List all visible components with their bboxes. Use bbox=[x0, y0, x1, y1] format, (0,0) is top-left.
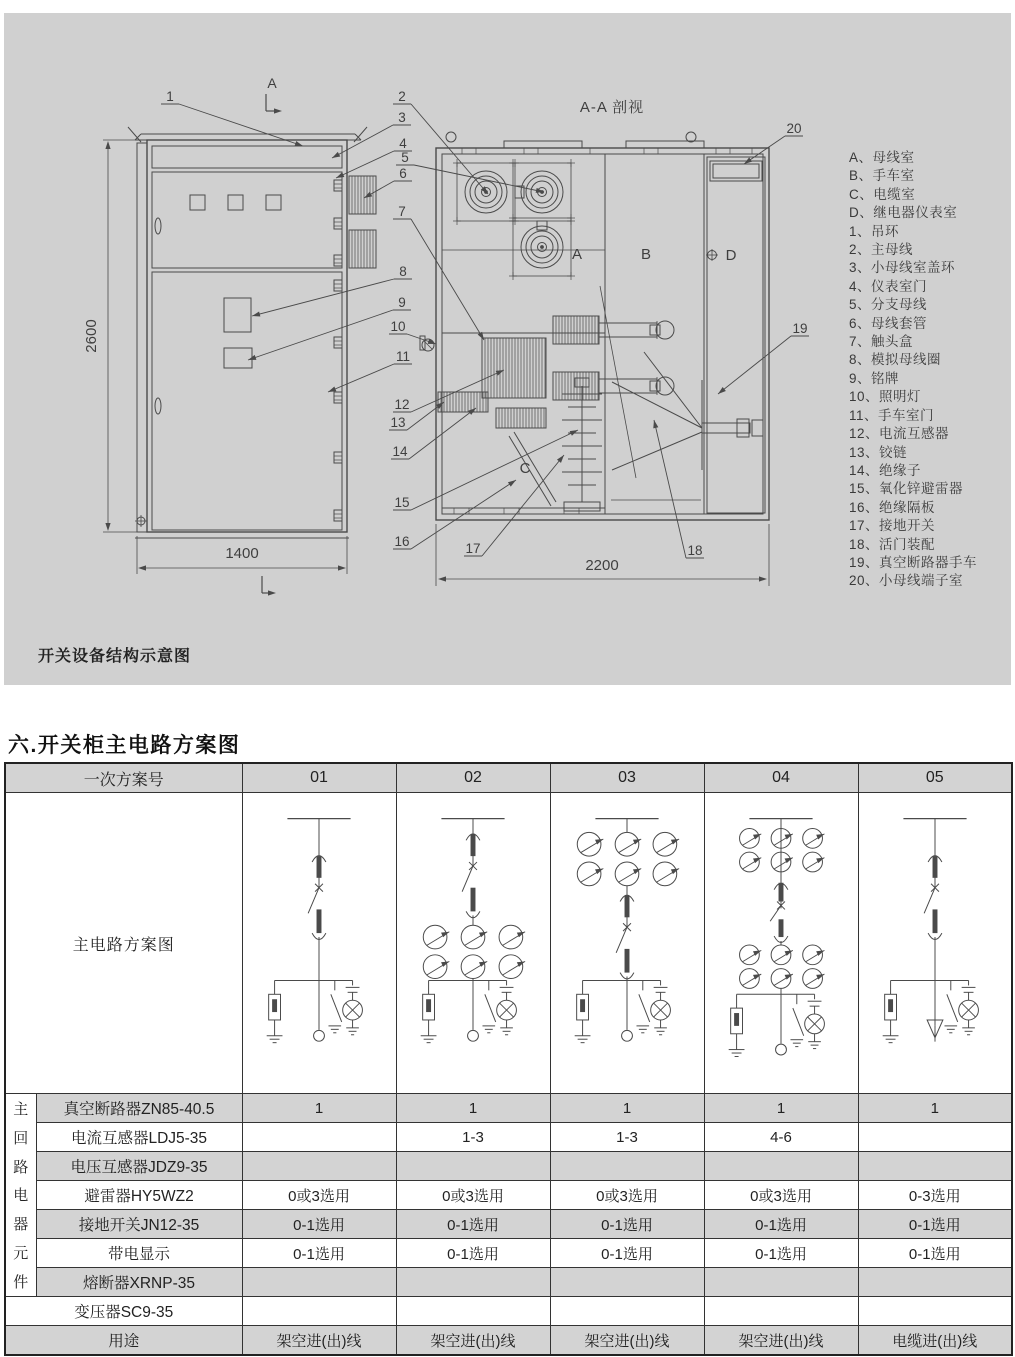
legend-item-11: 8、模拟母线圈 bbox=[849, 352, 942, 368]
value-cell-05: 电缆进(出)线 bbox=[858, 1326, 1012, 1356]
column-header-01: 01 bbox=[242, 763, 396, 793]
component-row bbox=[5, 1181, 1012, 1210]
svg-text:2: 2 bbox=[398, 89, 406, 104]
legend-item-19: 16、绝缘隔板 bbox=[849, 499, 936, 515]
legend-item-10: 7、触头盒 bbox=[849, 334, 914, 350]
section-view bbox=[420, 99, 769, 520]
callout-7 bbox=[393, 204, 486, 341]
primary-scheme-no-header: 一次方案号 bbox=[5, 763, 242, 793]
callout-9 bbox=[247, 295, 411, 362]
value-cell-01: 架空进(出)线 bbox=[242, 1326, 396, 1356]
value-cell-04: 4-6 bbox=[704, 1123, 858, 1152]
legend-item-6: 3、小母线室盖环 bbox=[849, 260, 956, 276]
column-header-02: 02 bbox=[396, 763, 550, 793]
component-name: 真空断路器ZN85-40.5 bbox=[36, 1094, 242, 1123]
scheme-circuit-05 bbox=[882, 819, 978, 1043]
scheme-diagram-cell-03 bbox=[550, 793, 704, 1094]
section-cut-marker bbox=[262, 75, 282, 596]
scheme-circuit-02 bbox=[421, 819, 526, 1043]
component-name: 电流互感器LDJ5-35 bbox=[36, 1123, 242, 1152]
legend-item-16: 13、铰链 bbox=[849, 444, 908, 460]
svg-text:B: B bbox=[640, 246, 652, 263]
value-cell-01 bbox=[242, 1297, 396, 1326]
value-cell-03: 0-1选用 bbox=[550, 1210, 704, 1239]
value-cell-02: 1-3 bbox=[396, 1123, 550, 1152]
svg-text:D: D bbox=[725, 247, 737, 264]
value-cell-02 bbox=[396, 1152, 550, 1181]
scheme-diagram-cell-01 bbox=[242, 793, 396, 1094]
callout-2 bbox=[393, 89, 490, 196]
value-cell-02 bbox=[396, 1297, 550, 1326]
component-name: 用途 bbox=[5, 1326, 242, 1356]
value-cell-02 bbox=[396, 1268, 550, 1297]
column-header-03: 03 bbox=[550, 763, 704, 793]
scheme-02-single-line-diagram bbox=[397, 793, 549, 1089]
component-name: 电压互感器JDZ9-35 bbox=[36, 1152, 242, 1181]
svg-text:10: 10 bbox=[390, 319, 406, 334]
scheme-circuit-01 bbox=[267, 819, 363, 1043]
svg-text:19: 19 bbox=[792, 321, 808, 336]
value-cell-01: 0-1选用 bbox=[242, 1239, 396, 1268]
legend-item-0: A、母线室 bbox=[849, 150, 915, 165]
component-group-label-text: 主 回 路 电 器 元 件 bbox=[13, 1100, 29, 1291]
value-cell-02: 0-1选用 bbox=[396, 1210, 550, 1239]
component-row bbox=[5, 1094, 1012, 1123]
component-row bbox=[5, 1268, 1012, 1297]
value-cell-03: 架空进(出)线 bbox=[550, 1326, 704, 1356]
svg-text:17: 17 bbox=[465, 541, 481, 556]
legend-item-17: 14、绝缘子 bbox=[849, 462, 922, 478]
value-cell-03: 1 bbox=[550, 1094, 704, 1123]
component-row bbox=[5, 1123, 1012, 1152]
legend-item-14: 11、手车室门 bbox=[849, 407, 935, 423]
column-header-05: 05 bbox=[858, 763, 1012, 793]
diagram-row-label: 主电路方案图 bbox=[5, 793, 242, 1094]
component-row bbox=[5, 1152, 1012, 1181]
value-cell-03: 0-1选用 bbox=[550, 1239, 704, 1268]
svg-text:13: 13 bbox=[390, 415, 406, 430]
svg-text:12: 12 bbox=[394, 397, 410, 412]
value-cell-05: 0-3选用 bbox=[858, 1181, 1012, 1210]
scheme-04-single-line-diagram bbox=[705, 793, 857, 1089]
value-cell-01 bbox=[242, 1123, 396, 1152]
legend-item-2: C、电缆室 bbox=[849, 186, 916, 202]
svg-text:6: 6 bbox=[399, 166, 407, 181]
svg-text:11: 11 bbox=[395, 349, 411, 364]
scheme-diagram-cell-02 bbox=[396, 793, 550, 1094]
value-cell-02: 架空进(出)线 bbox=[396, 1326, 550, 1356]
component-name: 接地开关JN12-35 bbox=[36, 1210, 242, 1239]
callout-10 bbox=[389, 319, 437, 346]
callouts bbox=[161, 89, 809, 558]
section-view-dimension bbox=[436, 524, 769, 586]
component-row bbox=[5, 1326, 1012, 1356]
component-row bbox=[5, 1297, 1012, 1326]
value-cell-01 bbox=[242, 1268, 396, 1297]
legend-item-9: 6、母线套管 bbox=[849, 315, 928, 331]
legend-item-12: 9、铭牌 bbox=[849, 370, 900, 386]
svg-text:3: 3 bbox=[398, 110, 406, 125]
svg-text:A: A bbox=[571, 246, 583, 263]
value-cell-01: 0或3选用 bbox=[242, 1181, 396, 1210]
svg-text:8: 8 bbox=[399, 264, 407, 279]
svg-text:A: A bbox=[267, 75, 277, 91]
svg-text:2200: 2200 bbox=[585, 557, 619, 574]
legend-item-20: 17、接地开关 bbox=[849, 518, 936, 534]
callout-11 bbox=[327, 349, 412, 394]
callout-14 bbox=[391, 406, 478, 459]
scheme-diagram-cell-04 bbox=[704, 793, 858, 1094]
value-cell-04: 1 bbox=[704, 1094, 858, 1123]
column-header-04: 04 bbox=[704, 763, 858, 793]
legend-item-23: 20、小母线端子室 bbox=[849, 573, 964, 589]
value-cell-04: 0-1选用 bbox=[704, 1210, 858, 1239]
svg-text:1400: 1400 bbox=[225, 545, 259, 562]
component-row bbox=[5, 1210, 1012, 1239]
drawing-caption: 开关设备结构示意图 bbox=[38, 648, 192, 665]
component-row bbox=[5, 1239, 1012, 1268]
scheme-table bbox=[4, 762, 1013, 1356]
value-cell-03 bbox=[550, 1268, 704, 1297]
svg-text:1: 1 bbox=[166, 89, 174, 104]
legend-item-4: 1、吊环 bbox=[849, 223, 900, 239]
structure-drawing-panel bbox=[4, 13, 1011, 685]
legend-item-7: 4、仪表室门 bbox=[849, 278, 928, 294]
value-cell-02: 0-1选用 bbox=[396, 1239, 550, 1268]
legend-item-1: B、手车室 bbox=[849, 168, 915, 184]
legend-item-8: 5、分支母线 bbox=[849, 297, 928, 313]
value-cell-02: 1 bbox=[396, 1094, 550, 1123]
legend-item-18: 15、氧化锌避雷器 bbox=[849, 481, 964, 497]
scheme-circuit-04 bbox=[729, 819, 826, 1057]
value-cell-04: 0或3选用 bbox=[704, 1181, 858, 1210]
component-name: 避雷器HY5WZ2 bbox=[36, 1181, 242, 1210]
value-cell-01: 1 bbox=[242, 1094, 396, 1123]
svg-text:4: 4 bbox=[399, 136, 407, 151]
value-cell-05 bbox=[858, 1297, 1012, 1326]
svg-text:14: 14 bbox=[392, 444, 408, 459]
svg-text:2600: 2600 bbox=[83, 319, 100, 353]
value-cell-05 bbox=[858, 1268, 1012, 1297]
value-cell-01: 0-1选用 bbox=[242, 1210, 396, 1239]
value-cell-03 bbox=[550, 1297, 704, 1326]
svg-text:5: 5 bbox=[401, 150, 409, 165]
callout-20 bbox=[743, 121, 803, 166]
value-cell-03: 1-3 bbox=[550, 1123, 704, 1152]
legend-item-15: 12、电流互感器 bbox=[849, 426, 950, 442]
legend-item-13: 10、照明灯 bbox=[849, 389, 922, 405]
svg-text:A-A 剖视: A-A 剖视 bbox=[579, 99, 645, 116]
legend-item-5: 2、主母线 bbox=[849, 242, 914, 258]
section-heading: 六.开关柜主电路方案图 bbox=[8, 734, 241, 758]
scheme-05-single-line-diagram bbox=[859, 793, 1011, 1089]
value-cell-05: 1 bbox=[858, 1094, 1012, 1123]
component-name: 熔断器XRNP-35 bbox=[36, 1268, 242, 1297]
front-view-cabinet bbox=[128, 127, 376, 538]
value-cell-03 bbox=[550, 1152, 704, 1181]
value-cell-05 bbox=[858, 1123, 1012, 1152]
value-cell-04 bbox=[704, 1297, 858, 1326]
value-cell-02: 0或3选用 bbox=[396, 1181, 550, 1210]
value-cell-05 bbox=[858, 1152, 1012, 1181]
scheme-diagram-cell-05 bbox=[858, 793, 1012, 1094]
value-cell-04: 架空进(出)线 bbox=[704, 1326, 858, 1356]
value-cell-03: 0或3选用 bbox=[550, 1181, 704, 1210]
value-cell-01 bbox=[242, 1152, 396, 1181]
callout-15 bbox=[393, 428, 579, 510]
parts-legend bbox=[849, 149, 977, 591]
callout-18 bbox=[651, 419, 704, 558]
legend-item-3: D、继电器仪表室 bbox=[849, 205, 958, 221]
scheme-01-single-line-diagram bbox=[243, 793, 395, 1089]
svg-text:C: C bbox=[519, 460, 531, 477]
svg-text:16: 16 bbox=[394, 534, 410, 549]
value-cell-04 bbox=[704, 1268, 858, 1297]
scheme-03-single-line-diagram bbox=[551, 793, 703, 1089]
legend-item-21: 18、活门装配 bbox=[849, 536, 936, 552]
value-cell-05: 0-1选用 bbox=[858, 1210, 1012, 1239]
value-cell-05: 0-1选用 bbox=[858, 1239, 1012, 1268]
value-cell-04 bbox=[704, 1152, 858, 1181]
svg-text:7: 7 bbox=[398, 204, 406, 219]
svg-text:20: 20 bbox=[786, 121, 802, 136]
svg-text:9: 9 bbox=[398, 295, 406, 310]
scheme-circuit-03 bbox=[575, 819, 680, 1043]
legend-item-22: 19、真空断路器手车 bbox=[849, 554, 978, 570]
value-cell-04: 0-1选用 bbox=[704, 1239, 858, 1268]
svg-text:15: 15 bbox=[394, 495, 410, 510]
svg-text:18: 18 bbox=[687, 543, 703, 558]
component-name: 变压器SC9-35 bbox=[5, 1297, 242, 1326]
component-name: 带电显示 bbox=[36, 1239, 242, 1268]
component-group-label bbox=[5, 1094, 36, 1297]
front-view-dimensions bbox=[83, 140, 347, 574]
